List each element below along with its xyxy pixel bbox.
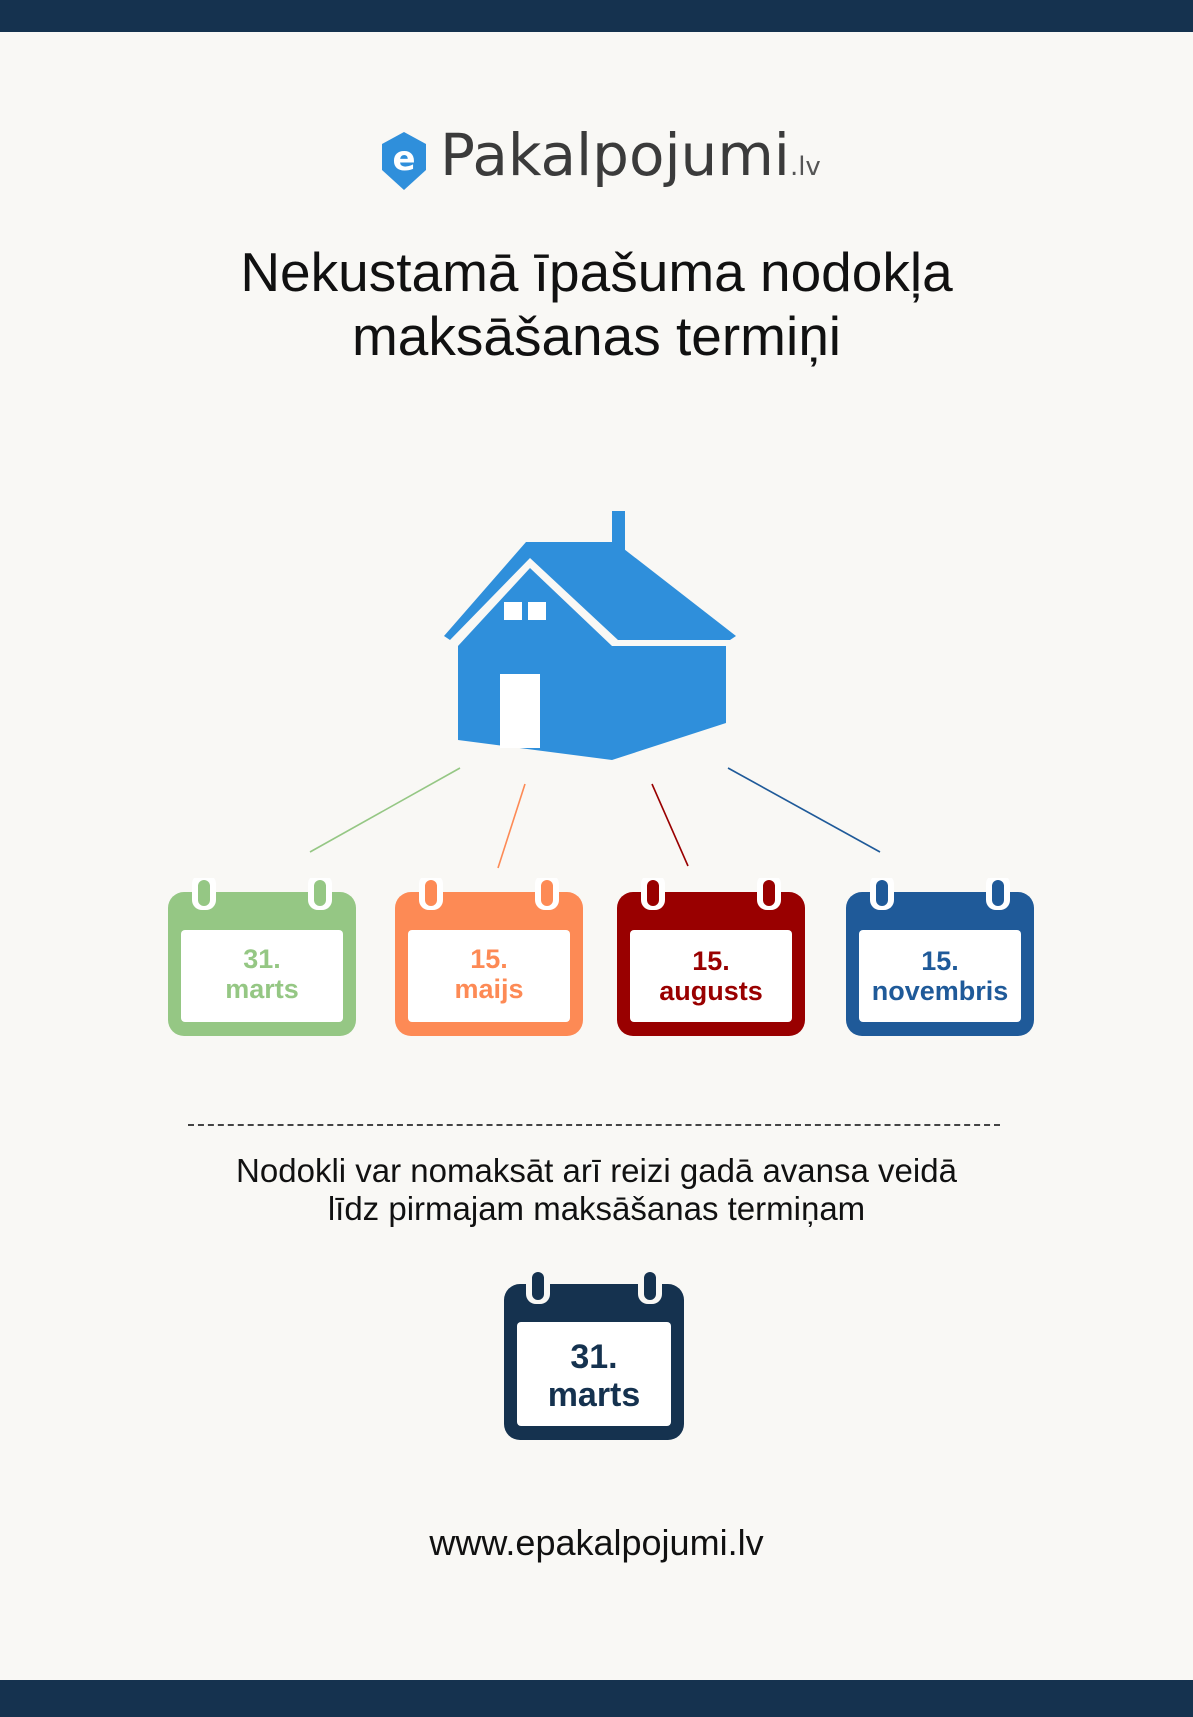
title-line-1: Nekustamā īpašuma nodokļa [240, 241, 953, 303]
deadline-month: augusts [659, 976, 763, 1006]
logo-tld: .lv [789, 152, 821, 182]
title-line-2: maksāšanas termiņi [351, 305, 842, 367]
calendar-deadline-2 [393, 878, 585, 1038]
deadline-month: marts [225, 974, 299, 1004]
calendar-deadline-4 [844, 878, 1036, 1038]
deadline-day: 15. [692, 946, 730, 976]
house-icon [440, 508, 740, 768]
deadline-month: maijs [454, 974, 524, 1004]
bottom-bar [0, 1680, 1193, 1717]
deadline-month: novembris [871, 976, 1009, 1006]
deadline-day: 15. [470, 944, 508, 974]
note-line-1: Nodokli var nomaksāt arī reizi gadā avansa veidā [236, 1152, 957, 1189]
logo-pin-icon [378, 130, 430, 192]
logo [0, 120, 1193, 190]
website-link[interactable]: www.epakalpojumi.lv [429, 1522, 764, 1563]
advance-deadline-day: 31. [570, 1338, 618, 1376]
note-line-2: līdz pirmajam maksāšanas termiņam [327, 1190, 866, 1227]
calendar-deadline-1 [166, 878, 358, 1038]
top-bar [0, 0, 1193, 32]
logo-name: Pakalpojumi [440, 121, 790, 189]
page-title [0, 240, 1193, 368]
deadline-day: 15. [921, 946, 959, 976]
deadline-day: 31. [243, 944, 281, 974]
calendar-deadline-3 [615, 878, 807, 1038]
advance-payment-note [0, 1152, 1193, 1228]
calendar-advance-deadline [502, 1270, 686, 1442]
logo-wordmark [440, 120, 821, 202]
advance-deadline-month: marts [547, 1376, 641, 1414]
dashed-divider [188, 1124, 1000, 1126]
svg-text:e: e [392, 139, 416, 179]
